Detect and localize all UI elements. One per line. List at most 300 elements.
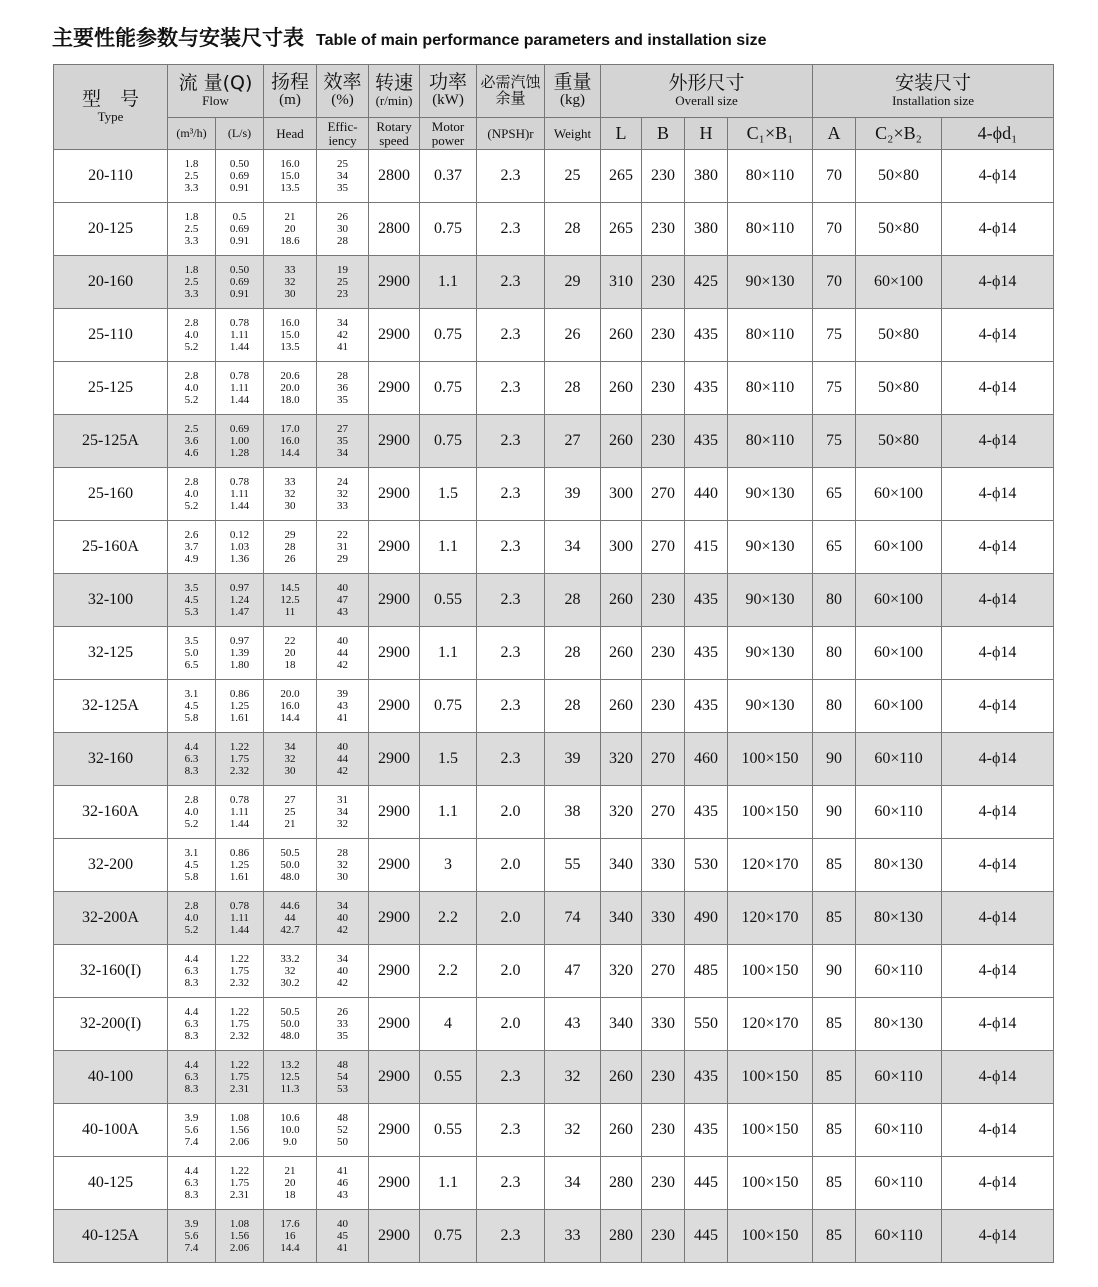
flow-m3h-cell xyxy=(168,362,216,415)
type-cell: 40-125A xyxy=(54,1210,168,1263)
power-cell: 0.37 xyxy=(420,150,477,203)
head-cell xyxy=(264,309,317,362)
type-cell: 32-125 xyxy=(54,627,168,680)
header-C1B1: C₁×B₁ xyxy=(728,118,813,150)
H-cell: 485 xyxy=(685,945,728,998)
header-npsh: 必需汽蚀余量 xyxy=(477,65,545,118)
flow-m3h-cell-value: 5.2 xyxy=(184,818,199,831)
power-cell: 1.1 xyxy=(420,521,477,574)
flow-m3h-cell-value: 7.4 xyxy=(184,1242,199,1255)
flow-m3h-cell-value: 8.3 xyxy=(184,1030,199,1043)
flow-m3h-cell xyxy=(168,786,216,839)
table-row xyxy=(54,1157,1054,1210)
eff-cell-value: 40 xyxy=(337,634,349,647)
eff-cell-value: 32 xyxy=(337,487,349,500)
eff-cell-value: 42 xyxy=(337,659,349,672)
weight-cell: 28 xyxy=(545,362,601,415)
flow-m3h-cell-value: 1.8 xyxy=(184,210,199,223)
table-row xyxy=(54,998,1054,1051)
eff-cell-value: 53 xyxy=(337,1083,349,1096)
eff-cell-value: 47 xyxy=(337,593,349,606)
header-flow: 流 量(Q) Flow xyxy=(168,65,264,118)
head-cell-value: 13.5 xyxy=(280,182,300,195)
title-cn: 主要性能参数与安装尺寸表 xyxy=(52,26,304,50)
bolt-cell: 4-ϕ14 xyxy=(942,733,1054,786)
bolt-cell: 4-ϕ14 xyxy=(942,1051,1054,1104)
head-cell-value: 17.0 xyxy=(280,422,300,435)
head-cell-value: 33.2 xyxy=(280,952,300,965)
speed-cell: 2900 xyxy=(369,998,420,1051)
eff-cell-value: 34 xyxy=(337,169,349,182)
flow-ls-cell xyxy=(216,574,264,627)
flow-ls-cell-value: 1.39 xyxy=(229,646,250,659)
flow-ls-cell-value: 1.03 xyxy=(229,540,250,553)
head-cell-value: 33 xyxy=(284,475,296,488)
head-cell xyxy=(264,203,317,256)
eff-cell xyxy=(317,521,369,574)
npsh-cell: 2.3 xyxy=(477,362,545,415)
npsh-cell: 2.0 xyxy=(477,839,545,892)
head-cell-value: 30.2 xyxy=(280,977,300,990)
flow-ls-cell xyxy=(216,627,264,680)
flow-m3h-cell-value: 3.3 xyxy=(184,182,199,195)
eff-cell-value: 32 xyxy=(337,858,349,871)
head-cell-value: 16.0 xyxy=(280,316,300,329)
head-cell-value: 29 xyxy=(284,528,296,541)
head-cell-value: 32 xyxy=(284,487,296,500)
weight-cell: 32 xyxy=(545,1104,601,1157)
flow-m3h-cell-value: 6.3 xyxy=(184,1017,199,1030)
eff-cell-value: 42 xyxy=(337,924,349,937)
head-cell-value: 33 xyxy=(284,263,296,276)
eff-cell-value: 44 xyxy=(337,646,349,659)
flow-m3h-cell-value: 5.2 xyxy=(184,394,199,407)
flow-ls-cell-value: 1.61 xyxy=(229,871,250,884)
npsh-cell: 2.3 xyxy=(477,1157,545,1210)
type-cell: 32-200A xyxy=(54,892,168,945)
flow-ls-cell xyxy=(216,680,264,733)
head-cell-value: 48.0 xyxy=(280,871,300,884)
eff-cell-value: 28 xyxy=(337,369,349,382)
B-cell: 230 xyxy=(642,256,685,309)
eff-cell-value: 43 xyxy=(337,606,349,619)
type-cell: 25-110 xyxy=(54,309,168,362)
A-cell: 65 xyxy=(813,468,856,521)
eff-cell-value: 24 xyxy=(337,475,349,488)
flow-ls-cell xyxy=(216,998,264,1051)
eff-cell xyxy=(317,1157,369,1210)
H-cell: 460 xyxy=(685,733,728,786)
eff-cell-value: 44 xyxy=(337,752,349,765)
B-cell: 270 xyxy=(642,786,685,839)
speed-cell: 2900 xyxy=(369,945,420,998)
eff-cell-value: 42 xyxy=(337,328,349,341)
head-cell-value: 21 xyxy=(284,818,296,831)
weight-cell: 47 xyxy=(545,945,601,998)
H-cell: 440 xyxy=(685,468,728,521)
L-cell: 320 xyxy=(601,733,642,786)
B-cell: 270 xyxy=(642,945,685,998)
header-type: 型 号 Type xyxy=(54,65,168,150)
head-cell xyxy=(264,680,317,733)
c2b2-cell: 60×110 xyxy=(856,1157,942,1210)
c1b1-cell: 90×130 xyxy=(728,680,813,733)
flow-ls-cell xyxy=(216,256,264,309)
bolt-cell: 4-ϕ14 xyxy=(942,1210,1054,1263)
speed-cell: 2900 xyxy=(369,680,420,733)
flow-ls-cell-value: 0.78 xyxy=(229,316,250,329)
table-row xyxy=(54,839,1054,892)
c1b1-cell: 100×150 xyxy=(728,1210,813,1263)
head-cell xyxy=(264,1157,317,1210)
head-cell xyxy=(264,362,317,415)
head-cell xyxy=(264,945,317,998)
c2b2-cell: 50×80 xyxy=(856,415,942,468)
H-cell: 445 xyxy=(685,1210,728,1263)
speed-cell: 2800 xyxy=(369,150,420,203)
table-row xyxy=(54,1051,1054,1104)
c1b1-cell: 80×110 xyxy=(728,150,813,203)
c2b2-cell: 80×130 xyxy=(856,892,942,945)
type-cell: 25-125 xyxy=(54,362,168,415)
B-cell: 230 xyxy=(642,203,685,256)
eff-cell-value: 35 xyxy=(337,434,349,447)
flow-m3h-cell-value: 1.8 xyxy=(184,157,199,170)
eff-cell-value: 34 xyxy=(337,805,349,818)
type-cell: 32-125A xyxy=(54,680,168,733)
flow-ls-cell-value: 1.08 xyxy=(229,1217,250,1230)
c1b1-cell: 120×170 xyxy=(728,839,813,892)
flow-m3h-cell-value: 5.2 xyxy=(184,341,199,354)
flow-ls-cell-value: 2.32 xyxy=(229,977,250,990)
head-cell xyxy=(264,468,317,521)
flow-ls-cell-value: 1.61 xyxy=(229,712,250,725)
eff-cell-value: 19 xyxy=(337,263,349,276)
bolt-cell: 4-ϕ14 xyxy=(942,627,1054,680)
eff-cell-value: 36 xyxy=(337,381,349,394)
flow-m3h-cell-value: 6.3 xyxy=(184,1070,199,1083)
flow-ls-cell xyxy=(216,150,264,203)
head-cell-value: 16 xyxy=(284,1229,296,1242)
flow-m3h-cell-value: 2.8 xyxy=(184,899,199,912)
B-cell: 230 xyxy=(642,1157,685,1210)
head-cell-value: 44.6 xyxy=(280,899,300,912)
header-A: A xyxy=(813,118,856,150)
flow-m3h-cell-value: 3.7 xyxy=(184,540,199,553)
flow-ls-cell xyxy=(216,468,264,521)
speed-cell: 2900 xyxy=(369,733,420,786)
flow-ls-cell-value: 1.25 xyxy=(229,699,250,712)
table-row xyxy=(54,945,1054,998)
bolt-cell: 4-ϕ14 xyxy=(942,362,1054,415)
flow-m3h-cell xyxy=(168,945,216,998)
power-cell: 0.75 xyxy=(420,203,477,256)
head-cell-value: 30 xyxy=(284,500,296,513)
flow-m3h-cell-value: 4.5 xyxy=(184,593,199,606)
flow-ls-cell-value: 2.32 xyxy=(229,765,250,778)
flow-m3h-cell-value: 6.3 xyxy=(184,964,199,977)
c1b1-cell: 90×130 xyxy=(728,256,813,309)
flow-m3h-cell-value: 3.1 xyxy=(184,687,199,700)
flow-ls-cell xyxy=(216,839,264,892)
flow-ls-cell-value: 2.06 xyxy=(229,1136,250,1149)
bolt-cell: 4-ϕ14 xyxy=(942,1157,1054,1210)
performance-table xyxy=(53,64,1054,1263)
flow-m3h-cell xyxy=(168,1157,216,1210)
A-cell: 80 xyxy=(813,574,856,627)
eff-cell-value: 32 xyxy=(337,818,349,831)
A-cell: 85 xyxy=(813,1051,856,1104)
flow-m3h-cell xyxy=(168,574,216,627)
table-row xyxy=(54,309,1054,362)
eff-cell-value: 41 xyxy=(337,341,349,354)
head-cell-value: 16.0 xyxy=(280,157,300,170)
eff-cell-value: 39 xyxy=(337,687,349,700)
A-cell: 90 xyxy=(813,945,856,998)
table-row xyxy=(54,362,1054,415)
table-row xyxy=(54,203,1054,256)
c1b1-cell: 80×110 xyxy=(728,203,813,256)
head-cell-value: 16.0 xyxy=(280,699,300,712)
power-cell: 3 xyxy=(420,839,477,892)
head-cell xyxy=(264,627,317,680)
weight-cell: 28 xyxy=(545,203,601,256)
type-cell: 20-110 xyxy=(54,150,168,203)
A-cell: 80 xyxy=(813,627,856,680)
weight-cell: 34 xyxy=(545,1157,601,1210)
flow-m3h-cell-value: 8.3 xyxy=(184,765,199,778)
flow-ls-cell-value: 1.00 xyxy=(229,434,250,447)
weight-cell: 29 xyxy=(545,256,601,309)
power-cell: 4 xyxy=(420,998,477,1051)
eff-cell-value: 28 xyxy=(337,846,349,859)
flow-ls-cell-value: 1.11 xyxy=(230,911,249,924)
flow-ls-cell-value: 0.78 xyxy=(229,475,250,488)
flow-ls-cell-value: 1.44 xyxy=(229,924,250,937)
header-power: 功率 (kW) xyxy=(420,65,477,118)
header-flow-ls: (L/s) xyxy=(216,118,264,150)
flow-m3h-cell-value: 5.3 xyxy=(184,606,199,619)
flow-m3h-cell-value: 3.9 xyxy=(184,1217,199,1230)
eff-cell-value: 22 xyxy=(337,528,349,541)
A-cell: 85 xyxy=(813,998,856,1051)
head-cell xyxy=(264,1051,317,1104)
flow-ls-cell-value: 1.44 xyxy=(229,500,250,513)
header-power-en: Motor power xyxy=(420,118,477,150)
A-cell: 85 xyxy=(813,839,856,892)
L-cell: 340 xyxy=(601,892,642,945)
flow-m3h-cell xyxy=(168,892,216,945)
npsh-cell: 2.3 xyxy=(477,150,545,203)
B-cell: 230 xyxy=(642,574,685,627)
A-cell: 85 xyxy=(813,1104,856,1157)
head-cell-value: 20.6 xyxy=(280,369,300,382)
npsh-cell: 2.0 xyxy=(477,892,545,945)
flow-ls-cell-value: 1.80 xyxy=(229,659,250,672)
B-cell: 230 xyxy=(642,362,685,415)
H-cell: 435 xyxy=(685,1051,728,1104)
weight-cell: 39 xyxy=(545,468,601,521)
table-row xyxy=(54,150,1054,203)
c2b2-cell: 80×130 xyxy=(856,839,942,892)
flow-ls-cell-value: 1.75 xyxy=(229,1070,250,1083)
flow-m3h-cell xyxy=(168,998,216,1051)
head-cell-value: 20 xyxy=(284,646,296,659)
flow-ls-cell-value: 0.69 xyxy=(229,275,250,288)
A-cell: 75 xyxy=(813,362,856,415)
B-cell: 230 xyxy=(642,680,685,733)
bolt-cell: 4-ϕ14 xyxy=(942,839,1054,892)
H-cell: 380 xyxy=(685,203,728,256)
header-weight: 重量 (kg) xyxy=(545,65,601,118)
c2b2-cell: 60×110 xyxy=(856,733,942,786)
flow-ls-cell-value: 1.11 xyxy=(230,805,249,818)
eff-cell-value: 40 xyxy=(337,740,349,753)
c1b1-cell: 90×130 xyxy=(728,574,813,627)
eff-cell-value: 35 xyxy=(337,182,349,195)
flow-m3h-cell xyxy=(168,1051,216,1104)
power-cell: 2.2 xyxy=(420,945,477,998)
bolt-cell: 4-ϕ14 xyxy=(942,786,1054,839)
eff-cell-value: 28 xyxy=(337,235,349,248)
speed-cell: 2900 xyxy=(369,892,420,945)
c2b2-cell: 80×130 xyxy=(856,998,942,1051)
power-cell: 0.55 xyxy=(420,1104,477,1157)
c1b1-cell: 90×130 xyxy=(728,627,813,680)
c1b1-cell: 100×150 xyxy=(728,1104,813,1157)
flow-ls-cell-value: 1.44 xyxy=(229,818,250,831)
flow-m3h-cell-value: 4.0 xyxy=(184,805,199,818)
flow-m3h-cell-value: 3.9 xyxy=(184,1111,199,1124)
eff-cell-value: 30 xyxy=(337,871,349,884)
head-cell-value: 10.0 xyxy=(280,1123,300,1136)
eff-cell-value: 40 xyxy=(337,964,349,977)
flow-ls-cell-value: 0.97 xyxy=(229,581,250,594)
head-cell-value: 12.5 xyxy=(280,1070,300,1083)
flow-ls-cell-value: 0.97 xyxy=(229,634,250,647)
flow-m3h-cell-value: 3.5 xyxy=(184,634,199,647)
eff-cell-value: 48 xyxy=(337,1058,349,1071)
head-cell xyxy=(264,786,317,839)
npsh-cell: 2.3 xyxy=(477,1104,545,1157)
speed-cell: 2900 xyxy=(369,786,420,839)
head-cell-value: 11 xyxy=(284,606,296,619)
H-cell: 380 xyxy=(685,150,728,203)
flow-ls-cell-value: 2.31 xyxy=(229,1189,250,1202)
npsh-cell: 2.3 xyxy=(477,574,545,627)
table-row xyxy=(54,680,1054,733)
flow-ls-cell-value: 0.86 xyxy=(229,846,250,859)
H-cell: 445 xyxy=(685,1157,728,1210)
weight-cell: 34 xyxy=(545,521,601,574)
bolt-cell: 4-ϕ14 xyxy=(942,945,1054,998)
table-row xyxy=(54,521,1054,574)
power-cell: 1.1 xyxy=(420,256,477,309)
flow-ls-cell-value: 1.11 xyxy=(230,328,249,341)
table-row xyxy=(54,627,1054,680)
header-flow-m3h: (m³/h) xyxy=(168,118,216,150)
c1b1-cell: 120×170 xyxy=(728,892,813,945)
flow-ls-cell-value: 2.31 xyxy=(229,1083,250,1096)
L-cell: 260 xyxy=(601,1051,642,1104)
head-cell xyxy=(264,733,317,786)
head-cell xyxy=(264,150,317,203)
weight-cell: 55 xyxy=(545,839,601,892)
L-cell: 265 xyxy=(601,150,642,203)
type-cell: 32-160A xyxy=(54,786,168,839)
power-cell: 0.75 xyxy=(420,680,477,733)
head-cell xyxy=(264,892,317,945)
bolt-cell: 4-ϕ14 xyxy=(942,1104,1054,1157)
eff-cell-value: 42 xyxy=(337,765,349,778)
flow-m3h-cell-value: 4.9 xyxy=(184,553,199,566)
c1b1-cell: 90×130 xyxy=(728,468,813,521)
npsh-cell: 2.3 xyxy=(477,680,545,733)
flow-ls-cell-value: 1.22 xyxy=(229,740,250,753)
head-cell-value: 50.5 xyxy=(280,1005,300,1018)
head-cell-value: 22 xyxy=(284,634,296,647)
flow-ls-cell-value: 0.91 xyxy=(229,288,250,301)
head-cell-value: 42.7 xyxy=(280,924,300,937)
power-cell: 1.1 xyxy=(420,786,477,839)
speed-cell: 2900 xyxy=(369,521,420,574)
head-cell-value: 14.5 xyxy=(280,581,300,594)
H-cell: 550 xyxy=(685,998,728,1051)
c2b2-cell: 60×110 xyxy=(856,786,942,839)
eff-cell xyxy=(317,256,369,309)
header-installation-size: 安装尺寸 Installation size xyxy=(813,65,1054,118)
flow-ls-cell-value: 1.08 xyxy=(229,1111,250,1124)
header-weight-en: Weight xyxy=(545,118,601,150)
c2b2-cell: 50×80 xyxy=(856,362,942,415)
head-cell-value: 30 xyxy=(284,765,296,778)
A-cell: 75 xyxy=(813,309,856,362)
flow-m3h-cell-value: 4.0 xyxy=(184,911,199,924)
weight-cell: 25 xyxy=(545,150,601,203)
L-cell: 310 xyxy=(601,256,642,309)
head-cell-value: 32 xyxy=(284,752,296,765)
head-cell-value: 28 xyxy=(284,540,296,553)
flow-m3h-cell-value: 6.3 xyxy=(184,752,199,765)
eff-cell xyxy=(317,1051,369,1104)
eff-cell xyxy=(317,1210,369,1263)
c1b1-cell: 100×150 xyxy=(728,1051,813,1104)
head-cell-value: 18 xyxy=(284,659,296,672)
flow-m3h-cell-value: 6.5 xyxy=(184,659,199,672)
power-cell: 1.1 xyxy=(420,1157,477,1210)
speed-cell: 2900 xyxy=(369,1157,420,1210)
power-cell: 0.75 xyxy=(420,362,477,415)
type-cell: 25-160 xyxy=(54,468,168,521)
flow-ls-cell-value: 1.22 xyxy=(229,1164,250,1177)
power-cell: 1.1 xyxy=(420,627,477,680)
eff-cell-value: 54 xyxy=(337,1070,349,1083)
eff-cell-value: 33 xyxy=(337,500,349,513)
flow-m3h-cell-value: 8.3 xyxy=(184,977,199,990)
flow-ls-cell xyxy=(216,1157,264,1210)
head-cell-value: 18 xyxy=(284,1189,296,1202)
c1b1-cell: 120×170 xyxy=(728,998,813,1051)
flow-m3h-cell-value: 5.8 xyxy=(184,871,199,884)
A-cell: 85 xyxy=(813,1210,856,1263)
power-cell: 1.5 xyxy=(420,733,477,786)
eff-cell-value: 41 xyxy=(337,712,349,725)
type-cell: 40-100A xyxy=(54,1104,168,1157)
flow-ls-cell-value: 2.32 xyxy=(229,1030,250,1043)
bolt-cell: 4-ϕ14 xyxy=(942,998,1054,1051)
flow-m3h-cell xyxy=(168,839,216,892)
type-cell: 25-125A xyxy=(54,415,168,468)
